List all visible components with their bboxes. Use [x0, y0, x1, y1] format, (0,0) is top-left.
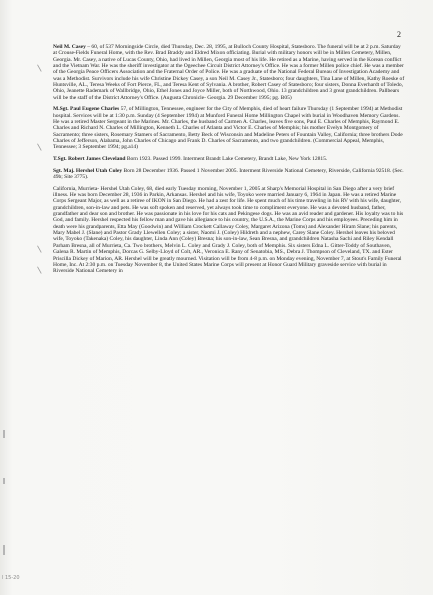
- entry-paragraph: [53, 44, 405, 101]
- page-number: 2: [397, 30, 401, 39]
- margin-tick: [3, 478, 5, 484]
- entry-paragraph: [53, 106, 405, 150]
- obituary-entry: [53, 168, 405, 275]
- entry-name: T.Sgt. Robert James Cleveland: [53, 156, 126, 163]
- margin-check-mark: \: [36, 244, 43, 256]
- margin-tick: [3, 545, 5, 555]
- entry-name: Neil M. Casey: [53, 44, 86, 50]
- entry-paragraph: [53, 156, 405, 162]
- margin-tick: [3, 430, 5, 438]
- obituary-list: [53, 44, 405, 280]
- margin-check-mark: \: [36, 142, 43, 154]
- entry-text: Born 28 December 1936. Passed 1 November 2005. Interment Riverside National Cemetery, Riverside, California 92518. (Sec. 49b; Site 3775).: [53, 167, 404, 181]
- entry-name: M.Sgt. Paul Eugene Charles: [53, 106, 120, 113]
- margin-check-mark: \: [36, 63, 43, 75]
- entry-text: – 60, of 537 Morningside Circle, died Thursday, Dec. 28, 1995, at Bulloch County Hospital, Statesboro. The funeral will be at 2 p.m. Saturday at Crouse-Fields Funeral Home, with the Rev. Brad Braddy and Eldred Mixon officiating. Burial with military honors will be in Millen Cemetery, Millen, Georgia. Mr. Casey, a native of Lucas County, Ohio, had lived in Millen, Georgia most of his life. He retired as a Marine, having served in the Korean conflict and the Vietnam War. He was the sheriff investigator at the Ogeechee Circuit District Attorney's Office. He was a former Millen police chief. He was a member of the Georgia Peace Officers Association and the Fraternal Order of Police. He was a graduate of the National Federal Bureau of Investigation Academy and was a Methodist. Survivors include his wife Christine Dickey Casey, a son Neil M. Casey Jr., Statesboro; four daughters, Tina Lane of Millen, Kathy Roeske of Huntsville, AL., Teresa Weeks of Fort Pierce, FL, and Teresa Kent of Sylvania. A brother, Robert Casey of Statesboro; four sisters, Donna Everhardt of Toledo, Ohio, Jeanette Rademark of Wallbridge, Ohio, Ethel Jones and Joyce Miller, both of Northwood, Ohio. 13 grandchildren and 3 great grandchildren. Pallbears will be the staff of the District Attorney's Office. (Augusta Chronicle- Georgia. 29 December 1995; pg. B05): [53, 44, 405, 101]
- entry-paragraph-continued: California, Murrieta- Hershel Utah Coley, 68, died early Tuesday morning, November 1, 2005 at Sharp's Memorial Hospital in San Diego after a very brief illness. He was born December 28, 1936 in Parkin, Arkansas. Hershel and his wife, Toyoko were married January 6, 1964 in Japan. He was a retired Marine Corps Sergeant Major, as well as a retiree of IKON in San Diego. He had a zest for life. He spent much of his time traveling in his RV with his wife, daughter, grandchildren, son-in-law and pets. He was soft spoken and reserved, yet always took time to compliment everyone. He was a devoted husband, father, grandfather and dear son and brother. He was passionate in his love for his cats and Pekingese dogs. He was an avid reader and gardener. His loyalty was to his God, and family. Hershel respected his fellow man and gave his allegiance to his country, the U.S.A., the Marine Corps and his employees. Preceding him in death were his grandparents, Etta May (Goodwin) and William Crockett Callaway Coley, Margaret Arizona (Toms) and Alexander Hiram Slane; his parents, Mary Mabel J. (Slane) and Pastor Grady Llewellen Coley; a sister, Naomi J. (Coley) Hildreth and a nephew, Carey Slane Coley. Hershel leaves his beloved wife, Toyoko (Takenaka) Coley, his daughter, Linda Ann (Coley) Bresna; his son-in-law, Sean Bresna, and grandchildren Natasha Sachi and Riley Kendall Parham Bresna, all of Murrieta, Ca. Two brothers, Melvin L. Coley and Grady J. Coley, both of Memphis. Six sisters Edna L. Gitter-Toddy of Southaven, Galena R. Martin of Memphis, Dorcas G. Selby-Lloyd of Colt, AR., Veronica E. Rany of Senatobia, MS., Debra J. Thompson of Cleveland, TX. and Ester Priscilla Dickey of Marion, AR. Hershel will be greatly mourned. Visitation will be from 4-8 p.m. on Monday evening, November 7, at Stout's Family Funeral Home, Inc. At 2:30 p.m. on Tuesday November 8, the United States Marine Corps will present at Honor Guard Military graveside service with burial in Riverside National Cemetery in: [53, 185, 404, 275]
- entry-text: Born 1923. Passed 1999. Interment Brandt Lake Cemetery, Brandt Lake, New York 12815.: [125, 156, 328, 163]
- obituary-entry: [53, 44, 405, 101]
- margin-check-mark: \: [36, 265, 43, 277]
- entry-text: 57, of Millington, Tennessee, engineer for the City of Memphis, died of heart failure Thursday (1 September 1994) at Methodist hospital. Services will be at 1:30 p.m. Sunday (4 September 1994) at Munford Funeral Home Millington Chapel with burial in Woodhaven Memory Gardens. He was a retired Master Sergeant in the Marines. Mr. Charles, the husband of Carmen A. Charles, leaves five sons, Paul E. Charles of Memphis, Raymond E. Charles and Richard N. Charles of Millington, Kenneth L. Charles of Atlanta and Victor E. Charles of Memphis; his mother Evelyn Montgomery of Sacramento; three sisters, Rosemary Stamers of Sacramento, Betty Beck of Wisconsin and Madeline Peters of Fountain Valley, California; three brothers Dode Charles of Jefferson, Alabama, John Charles of Chicago and Frank D. Charles of Sacramento, and two grandchildren. (Commercial Appeal, Memphis, Tennessee; 3 September 1994; pg.a14): [53, 106, 403, 151]
- margin-note: l 15-20: [2, 575, 20, 581]
- obituary-entry: [53, 106, 405, 150]
- entry-name: Sgt. Maj. Hershel Utah Coley: [53, 167, 123, 174]
- obituary-entry: [53, 156, 405, 162]
- entry-paragraph: [53, 168, 405, 181]
